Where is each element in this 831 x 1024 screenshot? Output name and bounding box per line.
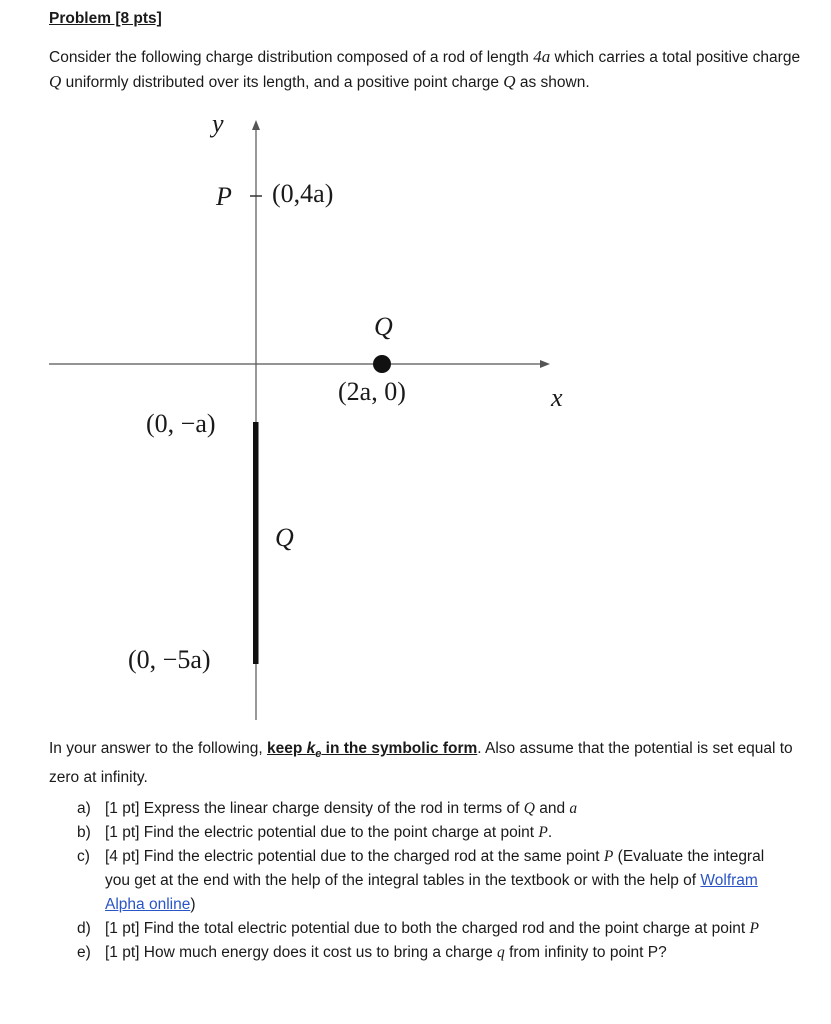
part-text-end: . [547,824,553,841]
part-letter: c) [77,848,90,865]
x-axis-label: x [551,383,563,412]
intro-rod-length: 4a [533,47,551,66]
part-math: P [538,824,548,841]
point-p-coordinate: (0,4a) [272,179,334,208]
part-text: [1 pt] How much energy does it cost us to bring a charge [105,944,498,961]
answer-instructions [49,737,809,790]
rod-charge-label: Q [275,523,294,552]
note-emphasis [266,740,478,761]
intro-text-a: Consider the following charge distribution composed of a rod of length [49,49,534,66]
note-post: . Also assume that the potential is set equal to zero at infinity. [49,740,793,787]
point-charge-coordinate: (2a, 0) [338,377,406,406]
x-axis-arrow [540,360,550,368]
question-part-b [77,821,777,845]
question-part-e [77,941,777,965]
note-emphasis-b: in the symbolic form [321,740,478,757]
intro-text-c: uniformly distributed over its length, and a positive point charge [61,74,504,91]
note-k-subscript: e [315,748,322,761]
problem-heading: Problem [8 pts] [49,10,162,27]
part-text-mid: and [534,800,570,817]
part-math: q [497,944,505,961]
note-k-symbol: k [306,740,316,757]
part-text-end: from infinity to point P? [504,944,667,961]
y-axis-label: y [212,109,224,138]
question-part-d [77,917,777,941]
intro-charge-q2: Q [503,72,516,91]
wolfram-alpha-link[interactable]: Wolfram Alpha online [105,872,758,913]
part-text: [4 pt] Find the electric potential due to the charged rod at the same point [105,848,604,865]
part-math: Q [523,800,535,817]
charge-distribution-figure [0,100,831,725]
note-emphasis-a: keep [266,740,307,757]
part-text: [1 pt] Find the electric potential due to the point charge at point [105,824,539,841]
intro-text-d: as shown. [515,74,590,91]
charged-rod [253,422,259,664]
intro-text-b: which carries a total positive charge [550,49,801,66]
point-p-label: P [216,182,232,211]
question-parts-list [77,797,777,965]
part-text-mid: (Evaluate the integral you get at the end with the help of the integral tables in the textbook or with the help of [105,848,765,889]
part-text: [1 pt] Find the total electric potential due to both the charged rod and the point charge at point [105,920,750,937]
part-letter: b) [77,824,91,841]
part-text: [1 pt] Express the linear charge density of the rod in terms of [105,800,524,817]
intro-charge-q1: Q [49,72,62,91]
rod-bottom-coordinate: (0, −5a) [128,645,211,674]
rod-top-coordinate: (0, −a) [146,409,216,438]
part-math: P [603,848,614,865]
point-charge-label: Q [374,312,393,341]
note-pre: In your answer to the following, [49,740,267,757]
part-letter: d) [77,920,91,937]
y-axis-arrow [252,120,260,130]
part-letter: a) [77,800,91,817]
part-text-end: ) [190,896,196,913]
problem-intro [49,45,809,95]
question-part-a [77,797,777,821]
part-math-2: a [569,800,578,817]
question-part-c [77,845,777,917]
part-letter: e) [77,944,91,961]
point-charge-dot [373,355,391,373]
part-math: P [749,920,760,937]
